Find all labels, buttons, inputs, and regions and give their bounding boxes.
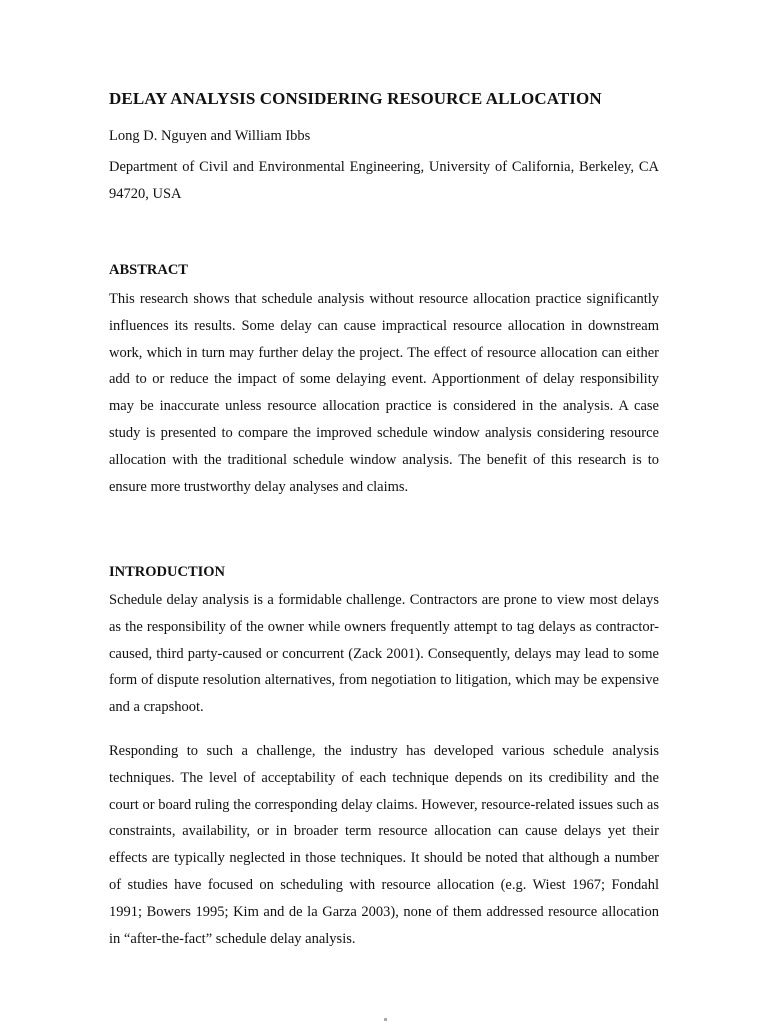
author-affiliation: Department of Civil and Environmental Engineering, University of California, Berkeley, CA 94720, USA [109,159,659,202]
paper-authors: Long D. Nguyen and William Ibbs [109,128,311,144]
introduction-paragraph: Schedule delay analysis is a formidable challenge. Contractors are prone to view most delays as the responsibility of the owner while owners frequently attempt to tag delays as contractor-caused, third party-caused or concurrent (Zack 2001). Consequently, delays may lead to some form of dispute resolution alternatives, from negotiation to litigation, which may be expensive and a crapshoot. [109,592,659,716]
abstract-text: This research shows that schedule analysis without resource allocation practice significantly influences its results. Some delay can cause impractical resource allocation in downstream work, which in turn may further delay the project. The effect of resource allocation can either add to or reduce the impact of some delaying event. Apportionment of delay responsibility may be inaccurate unless resource allocation practice is considered in the analysis. A case study is presented to compare the improved schedule window analysis considering resource allocation with the traditional schedule window analysis. The benefit of this research is to ensure more trustworthy delay analyses and claims. [109,291,659,495]
page-footer-mark [384,1018,387,1021]
abstract-heading: ABSTRACT [109,262,188,278]
paper-title: DELAY ANALYSIS CONSIDERING RESOURCE ALLOCATION [109,89,602,108]
introduction-heading: INTRODUCTION [109,564,226,580]
introduction-paragraph: Responding to such a challenge, the industry has developed various schedule analysis techniques. The level of acceptability of each technique depends on its credibility and the court or board ruling the corresponding delay claims. However, resource-related issues such as constraints, availability, or in broader term resource allocation can cause delays yet their effects are typically neglected in those techniques. It should be noted that although a number of studies have focused on scheduling with resource allocation (e.g. Wiest 1967; Fondahl 1991; Bowers 1995; Kim and de la Garza 2003), none of them addressed resource allocation in “after-the-fact” schedule delay analysis. [109,743,659,947]
